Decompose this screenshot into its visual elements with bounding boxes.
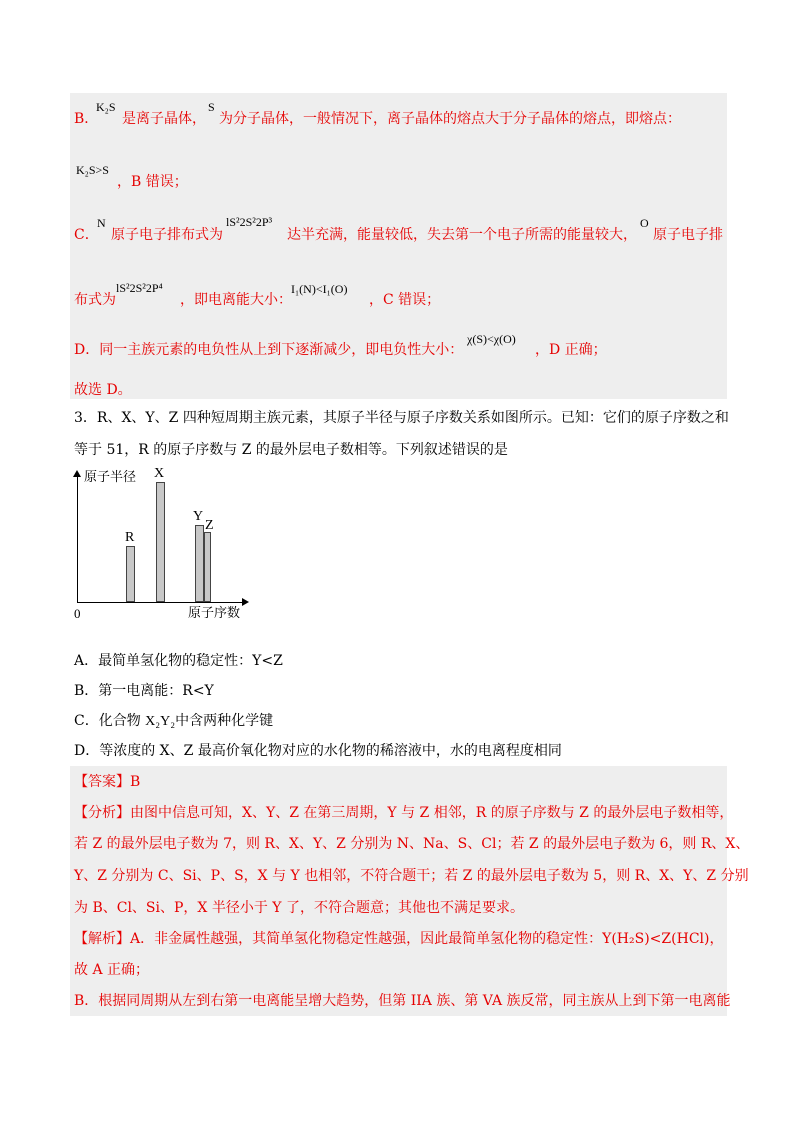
option-c-formula: X₂Y₂ xyxy=(145,714,176,729)
c-conf1: lS²2S²2P³ xyxy=(226,215,273,229)
bar-x xyxy=(156,482,165,602)
bar-y xyxy=(195,525,204,602)
d-text: D．同一主族元素的电负性从上到下逐渐减少，即电负性大小： xyxy=(74,342,464,358)
c-label: C． xyxy=(74,227,99,243)
b-s: S xyxy=(208,100,215,114)
analysis-line-4: 为 B、Cl、Si、P，X 半径小于 Y 了，不符合题意；其他也不满足要求。 xyxy=(74,900,524,916)
label-r: R xyxy=(125,530,135,545)
y-axis-label: 原子半径 xyxy=(84,470,137,485)
option-a: A．最简单氢化物的稳定性：Y<Z xyxy=(74,653,283,669)
bar-r xyxy=(126,546,135,602)
y-axis-arrow xyxy=(73,470,81,477)
x-axis-arrow xyxy=(242,598,249,606)
c-n: N xyxy=(97,216,106,230)
c-text3: 原子电子排 xyxy=(653,227,723,243)
b-label: B． xyxy=(74,111,99,127)
option-b: B．第一电离能：R<Y xyxy=(74,683,214,699)
c-conf2: lS²2S²2P⁴ xyxy=(116,281,163,295)
c-text4: 布式为 xyxy=(74,292,116,308)
bar-z xyxy=(204,532,211,602)
label-y: Y xyxy=(193,509,204,524)
c-text1: 原子电子排布式为 xyxy=(111,227,223,243)
explain-line-2: 故 A 正确； xyxy=(74,962,150,978)
option-c-pre: C．化合物 xyxy=(74,713,146,729)
b-text1: 是离子晶体， xyxy=(122,111,206,127)
c-text5: ，即电离能大小： xyxy=(180,292,292,308)
radius-chart xyxy=(60,468,280,628)
conclusion: 故选 D。 xyxy=(74,382,132,398)
x-axis-label: 原子序数 xyxy=(188,606,241,621)
analysis-line-1: 【分析】由图中信息可知，X、Y、Z 在第三周期，Y 与 Z 相邻，R 的原子序数与 Z 的最外层电子数相等， xyxy=(74,805,734,821)
b-end: ，B 错误； xyxy=(117,174,188,190)
label-x: X xyxy=(154,466,165,481)
b-text2: 为分子晶体，一般情况下，离子晶体的熔点大于分子晶体的熔点，即熔点： xyxy=(219,111,681,127)
y-axis xyxy=(77,474,78,602)
d-expr: χ(S)<χ(O) xyxy=(467,332,516,346)
analysis-line-3: Y、Z 分别为 C、Si、P、S，X 与 Y 也相邻，不符合题干；若 Z 的最外层电子数为 5，则 R、X、Y、Z 分别 xyxy=(74,868,749,884)
explain-line-1: 【解析】A．非金属性越强，其简单氢化物稳定性越强，因此最简单氢化物的稳定性：Y(H₂S)<Z(HCl)， xyxy=(74,931,724,947)
origin-label: 0 xyxy=(74,606,81,621)
d-end: ，D 正确； xyxy=(535,342,607,358)
b-expr: K₂S>S xyxy=(76,163,109,177)
option-d: D．等浓度的 X、Z 最高价氧化物对应的水化物的稀溶液中，水的电离程度相同 xyxy=(74,743,562,759)
c-o: O xyxy=(640,216,649,230)
answer-line: 【答案】B xyxy=(74,774,141,790)
option-b-line xyxy=(74,109,98,129)
question-line-2: 等于 51，R 的原子序数与 Z 的最外层电子数相等。下列叙述错误的是 xyxy=(74,442,508,458)
analysis-line-2: 若 Z 的最外层电子数为 7，则 R、X、Y、Z 分别为 N、Na、S、Cl；若 Z 的最外层电子数为 6，则 R、X、 xyxy=(74,836,750,852)
x-axis xyxy=(77,602,242,603)
c-text2: 达半充满，能量较低，失去第一个电子所需的能量较大， xyxy=(287,227,637,243)
option-c-post: 中含两种化学键 xyxy=(175,713,274,729)
question-line-1: 3．R、X、Y、Z 四种短周期主族元素，其原子半径与原子序数关系如图所示。已知：它们的原子序数之和 xyxy=(74,410,729,426)
c-end: ，C 错误； xyxy=(369,292,441,308)
explain-line-3: B．根据同周期从左到右第一电离能呈增大趋势，但第 IIA 族、第 VA 族反常，同主族从上到下第一电离能 xyxy=(74,993,731,1009)
b-k2s: K₂S xyxy=(96,100,116,114)
c-expr: I₁(N)<I₁(O) xyxy=(291,282,348,296)
option-c xyxy=(74,711,273,732)
label-z: Z xyxy=(205,518,214,533)
